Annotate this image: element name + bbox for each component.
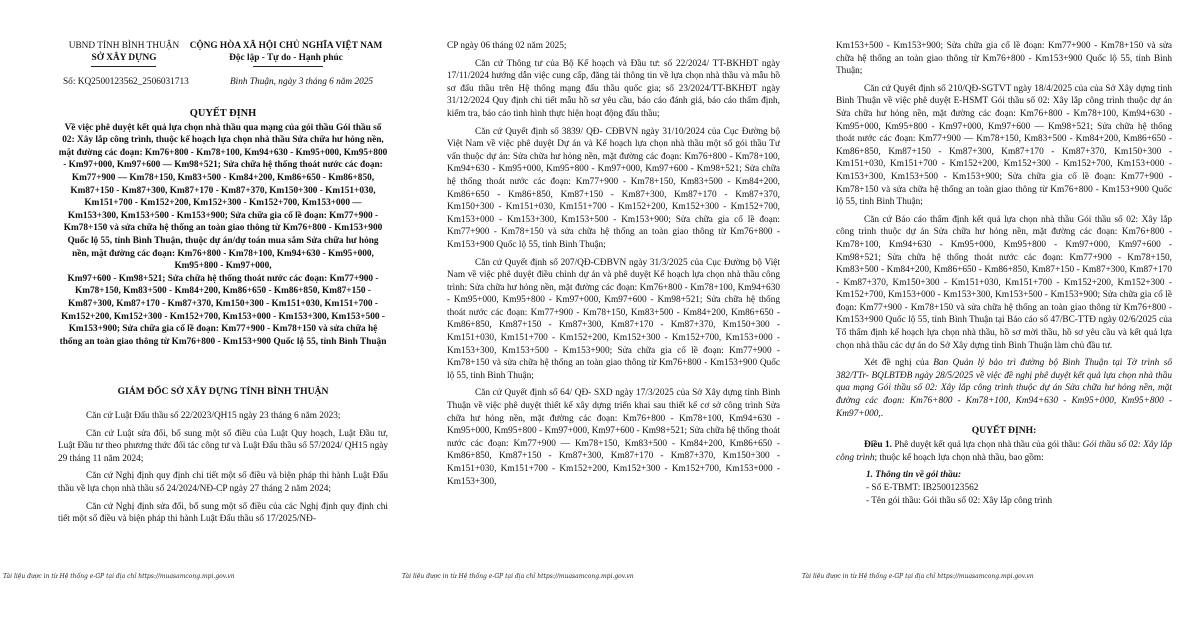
proposal-detail: Ban Quản lý bảo trì đường bộ Bình Thuận tại Tờ trình số 382/TTr- BQLBTĐB ngày 28/5/2025 về việc đề nghị phê duyệt kết quả lựa chọn nhà thầu qua mạng Gói thầu số 02: Xây lắp công trình thuộc dự án Sửa chữa hư hỏng nền, mặt đường các đoạn: Km76+800 - Km78+100, Km94+630 - Km95+000, Km95+800 - Km97+000, <box>836 358 1172 419</box>
proposal-tail: . <box>880 408 884 419</box>
article-1-package: Gói thầu số 02: Xây lắp công trình <box>836 440 1172 463</box>
document-number: Số: KQ2500123562_2506031713 <box>63 77 189 87</box>
legal-basis-paragraph: Căn cứ Quyết định số 207/QĐ-CĐBVN ngày 31/3/2025 của Cục Đường bộ Việt Nam về việc phê duyệt điều chỉnh dự án và phê duyệt Kế hoạch lựa chọn nhà thầu công trình: Sửa chữa hư hỏng nền, mặt đường các đoạn: Km76+800 - Km78+100, Km94+630 - Km95+000, Km95+800 - Km97+000, Km97+600 - Km98+521; Sửa chữa hệ thống thoát nước các đoạn: Km77+900 - Km78+150, Km83+500 - Km84+200, Km86+650 - Km86+850, Km87+150 - Km87+300, Km87+170 - Km87+370, Km150+300 - Km151+030, Km151+700 - Km152+200, Km152+300 - Km152+700, Km153+000 - Km153+300, Km153+500 - Km153+900; Sửa chữa gia cố lề đoạn: Km77+900 - Km78+150 và sửa chữa hệ thống an toàn giao thông từ Km76+800 - Km153+900 Quốc lộ 55, tỉnh Bình Thuận; <box>447 257 780 381</box>
header-underline-left <box>91 66 156 67</box>
legal-basis-paragraph: Căn cứ Thông tư của Bộ Kế hoạch và Đầu tư: số 22/2024/ TT-BKHĐT ngày 17/11/2024 hướng dẫn việc cung cấp, đăng tải thông tin về lựa chọn nhà thầu và mẫu hồ sơ đấu thầu trên Hệ thống mạng đấu thầu quốc gia; số 23/2024/TT-BKHĐT ngày 31/12/2024 Quy định chi tiết mẫu hồ sơ yêu cầu, báo cáo đánh giá, báo cáo thẩm định, kiểm tra, báo cáo tình hình thực hiện hoạt động đấu thầu; <box>447 58 780 119</box>
authority-line-2: SỞ XÂY DỰNG <box>91 53 157 63</box>
package-info-heading: 1. Thông tin về gói thầu: <box>866 470 962 481</box>
document-header <box>50 40 390 112</box>
decision-subject: Về việc phê duyệt kết quả lựa chọn nhà thầu qua mạng của gói thầu Gói thầu số 02: Xây lắp công trình, thuộc kế hoạch lựa chọn nhà thầu Sửa chữa hư hỏng nền, mặt đường các đoạn: Km76+800 - Km78+100, Km94+630 - Km95+000, Km95+800 - Km97+000, Km97+600 — Km98+521; Sửa chữa hệ thống thoát nước các đoạn: Km77+900 — Km78+150, Km83+500 - Km84+200, Km86+650 - Km86+850, Km87+150 - Km87+300, Km87+170 - Km87+370, Km150+300 - Km151+030, Km151+700 - Km152+200, Km152+300 - Km152+700, Km153+000 — Km153+300, Km153+500 - Km153+900; Sửa chữa gia cố lề đoạn: Km77+900 - Km78+150 và sửa chữa hệ thống an toàn giao thông từ Km76+800 - Km153+900 Quốc lộ 55, tỉnh Bình Thuận, thuộc dự án/dự toán mua sắm Sửa chữa hư hỏng nền, mặt đường các đoạn: Km76+800 - Km78+100, Km94+630 - Km95+000, Km95+800 - Km97+000, <box>58 122 388 272</box>
legal-basis-paragraph: Căn cứ Quyết định số 210/QĐ-SGTVT ngày 18/4/2025 của của Sở Xây dựng tỉnh Bình Thuận về việc phê duyệt E-HSMT Gói thầu số 02: Xây lắp công trình thuộc dự án Sửa chữa hư hỏng nền, mặt đường các đoạn: Km76+800 - Km78+100, Km94+630 - Km95+000, Km95+800 - Km97+000, Km97+600 — Km98+521; Sửa chữa hệ thống thoát nước các đoạn: Km77+900 — Km78+150, Km83+500 - Km84+200, Km86+650 - Km86+850, Km87+150 - Km87+300, Km87+170 - Km87+370, Km150+300 - Km151+030, Km151+700 - Km152+200, Km152+300 - Km152+700, Km153+000 - Km153+300, Km153+500 - Km153+900; Sửa chữa gia cố lề đoạn: Km77+900 - Km78+150 và sửa chữa hệ thống an toàn giao thông từ Km76+800 - Km153+900 Quốc lộ 55, tỉnh Bình Thuận; <box>836 83 1172 208</box>
header-underline-right <box>253 66 323 67</box>
page-footer: Tài liệu được in từ Hệ thống e-GP tại địa chỉ https://muasamcong.mpi.gov.vn <box>3 573 235 580</box>
authority-line-1: UBND TỈNH BÌNH THUẬN <box>68 41 180 51</box>
legal-basis-continuation: Km153+500 - Km153+900; Sửa chữa gia cố lề đoạn: Km77+900 - Km78+150 và sửa chữa hệ thống an toàn giao thông từ Km76+800 - Km153+900 Quốc lộ 55, tỉnh Bình Thuận; <box>836 41 1172 77</box>
package-info-item: - Tên gói thầu: Gói thầu số 02: Xây lắp công trình <box>866 495 1052 506</box>
legal-basis-paragraph: Căn cứ Quyết định số 64/ QĐ- SXD ngày 17/3/2025 của Sở Xây dựng tỉnh Bình Thuận về việc phê duyệt thiết kế xây dựng triển khai sau thiết kế cơ sở công trình Sửa chữa hư hỏng nền, mặt đường các đoạn: Km76+800 - Km78+100, Km94+630 - Km95+000, Km95+800 - Km97+000, Km97+600 - Km98+521; Sửa chữa hệ thống thoát nước các đoạn: Km77+900 — Km78+150, Km83+500 - Km84+200, Km86+650 - Km86+850, Km87+150 - Km87+300, Km87+170 - Km87+370, Km150+300 - Km151+030, Km151+700 - Km152+200, Km152+300 - Km152+700, Km153+000 - Km153+300, <box>447 388 780 487</box>
legal-basis-paragraph: Căn cứ Quyết định số 3839/ QĐ- CĐBVN ngày 31/10/2024 của Cục Đường bộ Việt Nam về việc phê duyệt Dự án và Kế hoạch lựa chọn nhà thầu một số gói thầu Tư vấn thuộc dự án: Sửa chữa hư hỏng nền, mặt đường các đoạn: Km76+800 - Km78+100, Km94+630 - Km95+000, Km95+800 - Km97+000, Km97+600 - Km98+521; Sửa chữa hệ thống thoát nước các đoạn: Km77+900 - Km78+150, Km83+500 - Km84+200, Km86+650 - Km86+850, Km87+150 - Km87+300, Km87+170 - Km87+370, Km150+300 - Km151+030, Km151+700 - Km152+200, Km152+300 - Km152+700, Km153+000 - Km153+300, Km153+500 - Km153+900; Sửa chữa gia cố lề đoạn: Km77+900 - Km78+150 và sửa chữa hệ thống an toàn giao thông từ Km76+800 - Km153+900 Quốc lộ 55, tỉnh Bình Thuận; <box>447 126 780 250</box>
legal-bases-part-2 <box>447 40 780 493</box>
article-1-text: Phê duyệt kết quả lựa chọn nhà thầu của gói thầu: <box>894 440 1081 451</box>
national-motto <box>180 40 392 64</box>
page-footer: Tài liệu được in từ Hệ thống e-GP tại địa chỉ https://muasamcong.mpi.gov.vn <box>402 573 634 580</box>
document-page-2 <box>400 0 796 624</box>
proposal-lead: Xét đề nghị của <box>864 358 929 369</box>
document-date: Bình Thuận, ngày 3 tháng 6 năm 2025 <box>230 77 374 87</box>
legal-basis-paragraph: Căn cứ Nghị định quy định chi tiết một số điều và biện pháp thi hành Luật Đấu thầu về lựa chọn nhà thầu số 24/2024/NĐ-CP ngày 27 tháng 2 năm 2024; <box>58 471 388 494</box>
article-1-label: Điều 1. <box>864 440 892 451</box>
nation-line-2: Độc lập - Tự do - Hạnh phúc <box>229 53 343 63</box>
article-1 <box>836 439 1172 464</box>
package-info-item: - Số E-TBMT: IB2500123562 <box>866 483 979 493</box>
legal-bases-part-1 <box>58 410 388 531</box>
legal-basis-paragraph: Căn cứ Luật Đấu thầu số 22/2023/QH15 ngày 23 tháng 6 năm 2023; <box>86 411 341 421</box>
issuing-authority <box>64 40 184 64</box>
legal-basis-paragraph: Căn cứ Luật sửa đổi, bổ sung một số điều của Luật Quy hoạch, Luật Đầu tư, Luật Đầu tư theo phương thức đối tác công tư và Luật Đấu thầu số 57/2024/ QH15 ngày 29 tháng 11 năm 2024; <box>58 428 388 464</box>
nation-line-1: CỘNG HÒA XÃ HỘI CHỦ NGHĨA VIỆT NAM <box>189 41 383 51</box>
proposal-paragraph <box>836 357 1172 420</box>
decision-heading: QUYẾT ĐỊNH: <box>971 425 1037 437</box>
authority-heading: GIÁM ĐỐC SỞ XÂY DỰNG TỈNH BÌNH THUẬN <box>117 386 329 397</box>
decision-subject-cont: Km97+600 - Km98+521; Sửa chữa hệ thống thoát nước các đoạn: Km77+900 - Km78+150, Km83+500 - Km84+200, Km86+650 - Km86+850, Km87+150 - Km87+300, Km87+170 - Km87+370, Km150+300 - Km151+030, Km151+700 - Km152+200, Km152+300 - Km152+700, Km153+000 - Km153+300, Km153+500 - Km153+900; Sửa chữa gia cố lề đoạn: Km77+900 - Km78+150 và sửa chữa hệ thống an toàn giao thông từ Km76+800 - Km153+900 Quốc lộ 55, tỉnh Bình Thuận <box>59 273 387 347</box>
document-page-3 <box>800 0 1196 624</box>
page-footer: Tài liệu được in từ Hệ thống e-GP tại địa chỉ https://muasamcong.mpi.gov.vn <box>802 573 1034 580</box>
decision-title-block <box>58 108 388 348</box>
article-1-rest: ; thuộc kế hoạch lựa chọn nhà thầu, bao gồm: <box>874 452 1044 463</box>
legal-basis-paragraph: Căn cứ Nghị định sửa đổi, bổ sung một số điều của các Nghị định quy định chi tiết một số điều và biện pháp thi hành Luật Đấu thầu số 17/2025/NĐ- <box>58 501 388 525</box>
document-page-1 <box>0 0 396 624</box>
legal-bases-part-3 <box>836 40 1172 507</box>
legal-basis-continuation: CP ngày 06 tháng 02 năm 2025; <box>447 41 567 51</box>
decision-title: QUYẾT ĐỊNH <box>189 108 257 119</box>
legal-basis-paragraph: Căn cứ Báo cáo thẩm định kết quả lựa chọn nhà thầu Gói thầu số 02: Xây lắp công trình thuộc dự án Sửa chữa hư hỏng nền, mặt đường các đoạn: Km76+800 - Km78+100, Km94+630 - Km95+000, Km95+800 - Km97+000, Km97+600 - Km98+521; Sửa chữa hệ thống thoát nước các đoạn: Km77+900 - Km78+150, Km83+500 - Km84+200, Km86+650 - Km86+850, Km87+150 - Km87+300, Km87+170 - Km87+370, Km150+300 - Km151+030, Km151+700 - Km152+200, Km152+300 - Km152+700, Km153+000 - Km153+300, Km153+500 - Km153+900; Sửa chữa gia cố lề đoạn: Km77+900 - Km78+150 và sửa chữa hệ thống an toàn giao thông từ Km76+800 - Km153+900 Quốc lộ 55, tỉnh Bình Thuận tại Báo cáo số 47/BC-TTĐ ngày 02/6/2025 của Tổ thẩm định kế hoạch lựa chọn nhà thầu, hồ sơ mời thầu, hồ sơ yêu cầu và kết quả lựa chọn nhà thầu các dự án do Sở Xây dựng tỉnh Bình Thuận làm chủ đầu tư. <box>836 214 1172 351</box>
